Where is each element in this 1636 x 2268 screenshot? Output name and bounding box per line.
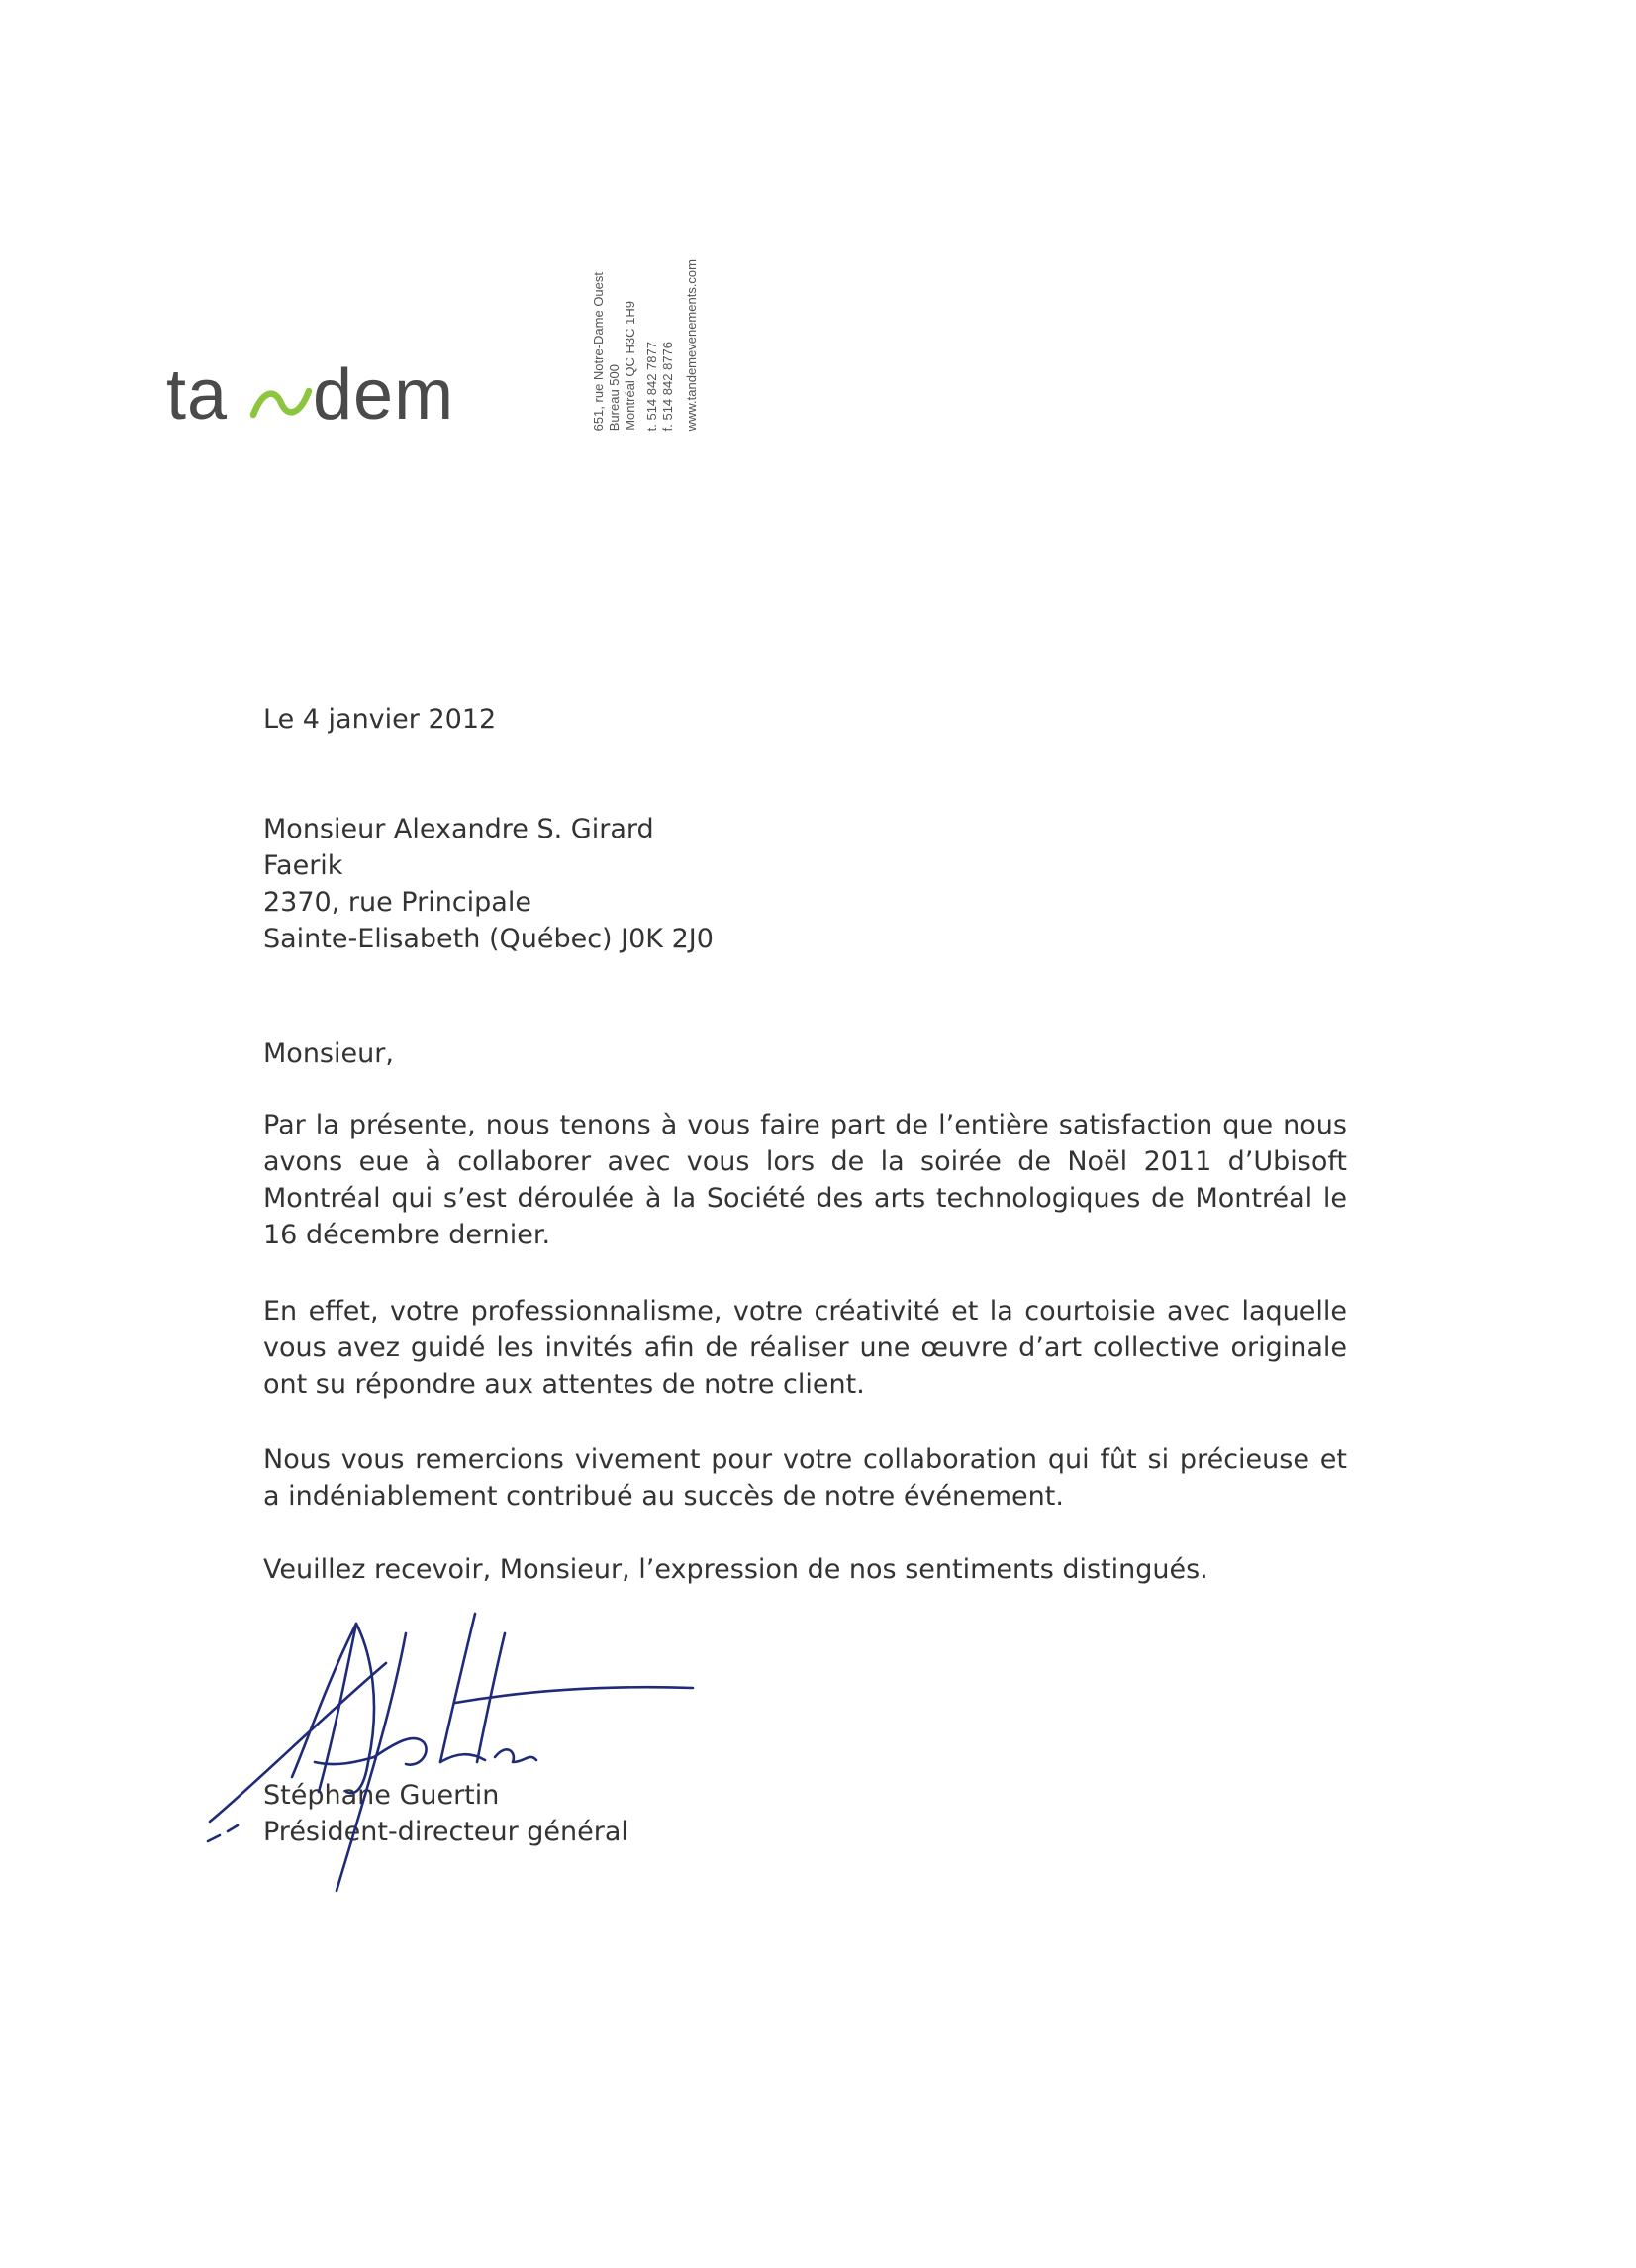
body-paragraph-3: Nous vous remercions vivement pour votre collaboration qui fût si précieuse et a indéniablement contribué au succès de notre événement. [263,1444,1347,1512]
recipient-city: Sainte-Elisabeth (Québec) J0K 2J0 [263,924,714,954]
phone-number: t. 514 842 7877 [644,341,659,431]
salutation: Monsieur, [263,1038,394,1069]
svg-text:dem: dem [313,355,455,435]
recipient-street: 2370, rue Principale [263,887,531,918]
body-paragraph-2: En effet, votre professionnalisme, votre créativité et la courtoisie avec laquelle vous avez guidé les invités afin de réaliser une œuvre d’art collective originale ont su répondre aux attentes de notre client. [263,1296,1347,1400]
signer-name: Stéphane Guertin [263,1780,500,1811]
recipient-company: Faerik [263,850,343,881]
letterhead-contact [574,208,732,431]
svg-text:ta: ta [166,355,229,435]
address-line-city: Montréal QC H3C 1H9 [623,301,637,431]
address-line-suite: Bureau 500 [607,363,622,431]
signer-title: Président-directeur général [263,1817,628,1847]
closing-line: Veuillez recevoir, Monsieur, l’expression de nos sentiments distingués. [263,1554,1208,1585]
recipient-name: Monsieur Alexandre S. Girard [263,814,654,844]
address-line-street: 651, rue Notre-Dame Ouest [591,271,606,431]
body-paragraph-1: Par la présente, nous tenons à vous faire part de l’entière satisfaction que nous avons eue à collaborer avec vous lors de la soirée de Noël 2011 d’Ubisoft Montréal qui s’est déroulée à la Société des arts technologiques de Montréal le 16 décembre dernier. [263,1110,1347,1250]
fax-number: f. 514 842 8776 [660,341,675,431]
website-url: www.tandemevenements.com [684,258,699,431]
handwritten-signature [198,1594,732,1911]
letter-date: Le 4 janvier 2012 [263,704,497,735]
recipient-address [263,811,714,957]
tandem-logo [166,342,503,441]
